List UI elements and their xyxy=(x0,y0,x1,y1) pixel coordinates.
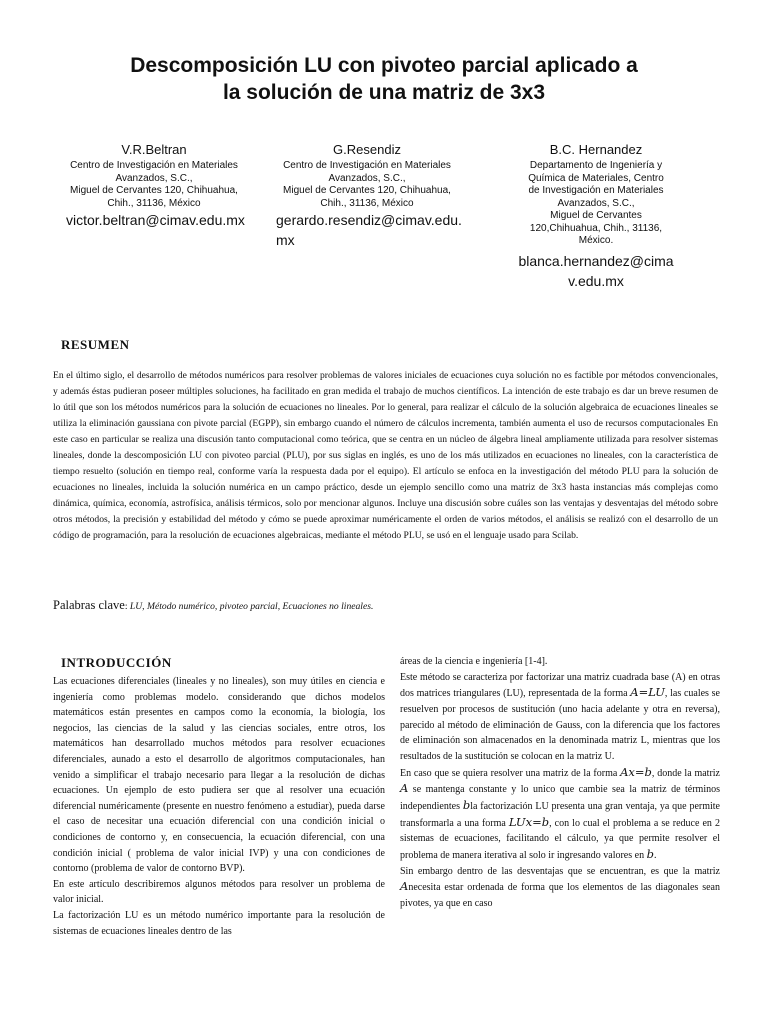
text-run: se mantenga constante y lo unico que cambie sea la matriz de términos independientes xyxy=(400,784,720,812)
author-name: V.R.Beltran xyxy=(121,142,187,157)
title-line-2: la solución de una matriz de 3x3 xyxy=(222,81,546,104)
paragraph xyxy=(400,670,720,765)
intro-right-column xyxy=(400,654,720,912)
text-run: , las cuales se resuelven por procesos de sustitución (uno hacia adelante y otra en reversa), parecido al método de eliminación de Gauss, con la diferencia que los factores de eliminación son almacenados en la denominada matriz L, mientras que los resultados de la sustitución se colocan en la matriz U. xyxy=(400,688,720,762)
math-expression: LUx=b xyxy=(508,814,550,829)
author-email[interactable]: blanca.hernandez@cimav.edu.mx xyxy=(518,252,674,289)
text-run: . xyxy=(653,849,657,861)
introduccion-heading: INTRODUCCIÓN xyxy=(61,655,172,670)
math-expression: A xyxy=(400,879,409,894)
author-affiliation: Departamento de Ingeniería y Química de Materiales, Centro de Investigación en Materiales Avanzados, S.C., Miguel de Cervantes 120,Chihuahua, Chih., 31136, México. xyxy=(528,160,664,246)
paragraph: La factorización LU es un método numérico importante para la resolución de sistemas de ecuaciones lineales dentro de las xyxy=(53,909,385,937)
math-expression: b xyxy=(462,797,471,812)
paper-title xyxy=(60,52,708,106)
text-run: la factorización LU presenta una gran ventaja, ya que permite transformarla a una forma xyxy=(400,800,720,829)
math-expression: A xyxy=(400,781,409,796)
keywords-label: Palabras clave xyxy=(53,598,125,612)
text-run: En caso que se quiera resolver una matriz de la forma xyxy=(400,767,621,779)
text-run: , donde la matriz xyxy=(651,767,720,779)
intro-left-column xyxy=(53,674,385,939)
author-name: B.C. Hernandez xyxy=(549,142,643,157)
text-run: necesita estar ordenada de forma que los elementos de las diagonales sean pivotes, ya que en caso xyxy=(400,882,720,909)
author-block-hernandez xyxy=(474,142,718,291)
paragraph: áreas de la ciencia e ingeniería [1-4]. xyxy=(400,656,548,667)
keywords-line xyxy=(53,598,718,613)
math-expression: b xyxy=(646,846,654,861)
paragraph xyxy=(400,864,720,912)
author-affiliation: Centro de Investigación en Materiales Avanzados, S.C., Miguel de Cervantes 120, Chihuahua, Chih., 31136, México xyxy=(283,160,451,209)
author-affiliation: Centro de Investigación en Materiales Avanzados, S.C., Miguel de Cervantes 120, Chihuahua, Chih., 31136, México xyxy=(70,160,238,209)
author-email[interactable]: victor.beltran@cimav.edu.mx xyxy=(66,212,245,228)
author-block-resendiz xyxy=(262,142,472,250)
math-expression: A=LU xyxy=(630,685,665,700)
title-line-1: Descomposición LU con pivoteo parcial aplicado a xyxy=(130,54,638,77)
author-email[interactable]: gerardo.resendiz@cimav.edu.mx xyxy=(276,212,462,248)
abstract-text: En el último siglo, el desarrollo de métodos numéricos para resolver problemas de valores iniciales de ecuaciones cuya solución no es factible por métodos convencionales, y además éstas pudieran poseer múltiples soluciones, ha facilitado en gran medida el trabajo de muchos científicos. La intención de este trabajo es dar un breve resumen de lo útil que son los métodos numéricos para la solución de ecuaciones no lineales. Por lo general, para realizar el cálculo de la solución algebraica de ecuaciones lineales se utiliza la eliminación gaussiana con pivote parcial (EGPP), sin embargo cuando el número de cálculos incrementa, también aumenta el uso de recursos computacionales En este caso en particular se realiza una discusión tanto computacional como teórica, que se centra en un núcleo de álgebra lineal ampliamente utilizada para resolver sistemas lineales, donde la descomposición LU con pivoteo parcial (PLU), por sus siglas en inglés, es uno de los más utilizados en ecuaciones no lineales, con la característica de tiempo resuelto (solución en tiempo real, conforme varía la respuesta dada por el equipo). El artículo se enfoca en la investigación del método PLU para la solución de ecuaciones no lineales, incluida la solución numérica en un campo práctico, desde un ejemplo sencillo como una matriz de 3x3 hasta instancias más complejas como dinámica, química, economía, astrofísica, análisis térmicos, solo por mencionar algunos. Incluye una discusión sobre cuáles son las ventajas y desventajas del método sobre otros métodos, la precisión y estabilidad del método y cómo se puede aproximar numéricamente el orden de varios métodos, el análisis se realizó con el desarrollo de un código de programación, para la resolución de ecuaciones algebraicas, mediante el método PLU, se usó en el lenguaje usado para Scilab. xyxy=(53,370,718,541)
author-name: G.Resendiz xyxy=(333,142,401,157)
paragraph xyxy=(400,765,720,864)
text-run: , con lo cual el problema a se reduce en 2 sistemas de ecuaciones, facilitando el cálculo, ya que permite resolver el problema de manera iterativa al solo ir ingresando valores en xyxy=(400,817,720,861)
math-expression: Ax=b xyxy=(620,764,652,779)
resumen-heading: RESUMEN xyxy=(61,337,130,352)
text-run: Este método se caracteriza por factorizar una matriz cuadrada base (A) en otras dos matrices triangulares (LU), representada de la forma xyxy=(400,671,720,700)
keywords-separator: : xyxy=(124,601,130,612)
author-block-beltran xyxy=(40,142,268,230)
keywords-value: LU, Método numérico, pivoteo parcial, Ecuaciones no lineales. xyxy=(129,601,374,612)
paragraph: Las ecuaciones diferenciales (lineales y no lineales), son muy útiles en ciencia e ingeniería como problemas modelo. considerando que dichos modelos matemáticos están presentes en campos como la economía, la biología, los negocios, las ciencias de la salud y las ciencias sociales, entre otros, los matemáticos han desarrollado muchos métodos para resolver ecuaciones diferenciales, aunado a esto el desarrollo de algoritmos computacionales, han venido a simplificar el trabajo necesario para llegar a la resolución de dichas ecuaciones. Un ejemplo de esto pudiera ser que al resolver una ecuación diferencial numéricamente (presente en nuestro fenómeno a estudiar), pueda darse el caso de necesitar una ecuación diferencial con una condición inicial o condiciones de contorno y, en consecuencia, la ecuación diferencial, con una condición inicial ( problema de valor inicial IVP) y una con condiciones de contorno (problema de valor de contorno BVP). xyxy=(53,676,385,875)
text-run: Sin embargo dentro de las desventajas que se encuentran, es que la matriz xyxy=(400,865,720,877)
paragraph: En este artículo describiremos algunos métodos para resolver un problema de valor inicial. xyxy=(53,878,385,906)
